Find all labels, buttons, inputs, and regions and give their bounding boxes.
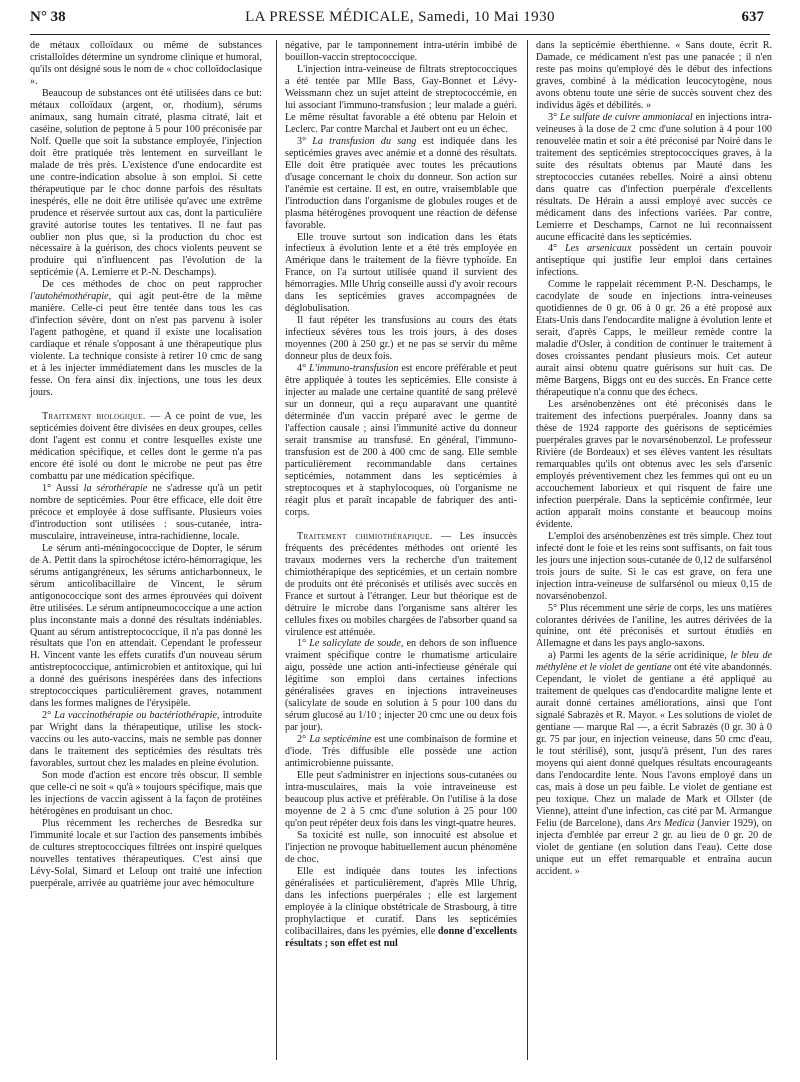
paragraph: 4° L'immuno-transfusion est encore préférable et peut être appliquée à toutes les septicémies. Elle consiste à injecter au malade une certaine quantité de sang prélevé sur un donneur, qui a reçu auparavant une quantité déterminée d'un vaccin préparé avec le germe de l'affection causale ; ainsi l'immunité active du donneur serait transmise au transfusé. En général, l'immuno-transfusion est de 200 à 400 cmc de sang. Elle semble particulièrement recommandable dans certaines septicémies, notamment dans les septicémies à streptocoques et à staphylocoques, où l'organisme ne réagit plus et paraît incapable de fabriquer des anti-corps. <box>285 363 517 518</box>
emphasis: L'immuno-transfusion <box>309 363 399 375</box>
paragraph: Le sérum anti-méningococcique de Dopter, le sérum de A. Pettit dans la spirochétose ictéro-hémorragique, les sérums antigangréneux, les sérums anticharbonneux, le sérum anticolibacillaire de Vincent, le sérum antigonococcique sont des armes éprouvées qui doivent être utilisées. Le sérum antipneumococcique a une action plus inconstante mais a donné des résultats indéniables. Quant au sérum antistreptococcique, il n'a pas donné les résultats que l'on en attendait. Cependant le professeur H. Vincent vante les effets curatifs d'un nouveau sérum antistreptococcique, antimicrobien et antitoxique, qui lui a donné des guérisons inespérées dans des infections streptococciques particulièrement graves, notamment dans les formes malignes de l'érysipèle. <box>30 542 262 710</box>
paragraph: a) Parmi les agents de la série acridinique, le bleu de méthylène et le violet de gentiane ont été vite abandonnés. Cependant, le violet de gentiane a été appliqué au traitement de quelques cas d'endocardite maligne lente et aurait donné certaines améliorations, ainsi que l'ont signalé Sabrazès et R. Mayor. « Les solutions de violet de gentiane — marque Ral —, a écrit Sabrazès (0 gr. 30 à 0 gr. 75 par jour, en injection veineuse, dans 50 cmc d'eau, le tout stérilisé), sont, jusqu'à présent, l'un des rares moyens qui aient donné quelques résultats encourageants dans l'endocardite lente. Nous l'avons employé dans un cas, mais à dose un peu faible. Le violet de gentiane est peu toxique. Chez un malade de Mark et Ollster (de Vienne), atteint d'une infection, cas cité par M. Armangue Feliu (de Barcelone), dans Ars Medica (Janvier 1929), on injecta d'emblée par erreur 2 gr. au lieu de 0 gr. 20 de violet de gentiane (en solution dans l'eau). Cette dose unique eut un effet remarquable et entraîna aucun accident. » <box>536 650 772 877</box>
emphasis: Les arsenicaux <box>565 243 632 255</box>
emphasis: l'autohémothérapie <box>30 291 109 303</box>
paragraph: Sa toxicité est nulle, son innocuité est absolue et l'injection ne provoque habituellement aucun phénomène de choc. <box>285 829 517 865</box>
paragraph: Son mode d'action est encore très obscur. Il semble que celle-ci ne soit « qu'à » toujours spécifique, mais que les injections de vaccin agissent à la façon de protéines hétérogènes en produisant un choc. <box>30 770 262 818</box>
paragraph: Plus récemment les recherches de Besredka sur l'immunité locale et sur l'action des pansements imbibés de cultures streptococciques filtrées ont inspiré quelques nouvelles tentatives thérapeutiques. C'est ainsi que Lévy-Solal, Simard et Leloup ont traité une infection puerpérale, arrivée au quatrième jour avec hémoculture <box>30 818 262 889</box>
paragraph: Beaucoup de substances ont été utilisées dans ce but: métaux colloïdaux (argent, or, rhodium), sérums animaux, sang humain citraté, plasma citraté, lait et caséine, solution de peptone à 5 pour 100 préconisée par Nolf. Quelle que soit la substance employée, l'injection doit être pratiquée très lentement en surveillant le malade de très près. L'existence d'une endocardite est une contre-indication absolue à son emploi. Si cette thérapeutique par le choc donne parfois des résultats inespérés, elle ne doit être utilisée qu'avec une extrême prudence et réservée surtout aux cas, dont la particulière gravité autorise toutes les tentatives. Il ne faut pas oublier non plus que, si la production du choc est nécessaire à la guérison, des chocs violents peuvent se produire qui n'influencent pas l'évolution de la septicémie (A. Lemierre et P.-N. Deschamps). <box>30 87 262 279</box>
column-divider <box>527 40 528 1060</box>
paragraph: 3° Le sulfate de cuivre ammoniacal en injections intra-veineuses à la dose de 2 cmc d'une solution à 4 pour 100 renouvelée matin et soir a été préconisé par Noiré dans le traitement des septicémies streptococciques graves, à la suite des résultats obtenus par Mauté dans les streptococcies cutanées rebelles. Noiré a ainsi obtenu dans quatre cas d'infection puerpérale d'excellents résultats. De Hérain a aussi employé avec succès ce médicament dans des infections variées. Par contre, Lemierre et Deschamps, Carnot ne lui reconnaissent aucune efficacité dans les septicémies. <box>536 111 772 243</box>
paragraph: de métaux colloïdaux ou même de substances cristalloïdes détermine un syndrome clinique et humoral, qu'ils ont désigné sous le nom de « choc colloïdoclasique ». <box>30 40 262 87</box>
emphasis: Ars Medica <box>646 817 695 829</box>
header-rule <box>30 34 770 35</box>
page-header <box>0 0 800 32</box>
paragraph: 5° Plus récemment une série de corps, les uns matières colorantes dérivées de l'aniline, les autres dérivées de la quinine, ont été préconisés et surtout étudiés en Allemagne et dans les pays anglo-saxons. <box>536 602 772 650</box>
paragraph: 2° La vaccinothérapie ou bactériothérapie, introduite par Wright dans la thérapeutique, utilise les stock-vaccins ou les auto-vaccins, mais ne semble pas donner dans le traitement des septicémies des résultats très favorables, surtout chez les malades en pleine évolution. <box>30 710 262 770</box>
journal-title: LA PRESSE MÉDICALE, Samedi, 10 Mai 1930 <box>245 9 555 25</box>
paragraph: 4° Les arsenicaux possèdent un certain pouvoir antiseptique qui justifie leur emploi dans certaines infections. <box>536 243 772 279</box>
emphasis: la sérothérapie <box>83 482 148 494</box>
paragraph: 3° La transfusion du sang est indiquée dans les septicémies graves avec anémie et a donné des résultats. Elle doit être pratiquée avec toutes les précautions d'usage concernant le choix du donneur. Son action sur l'anémie est certaine. Il est, en outre, vraisemblable que l'introduction dans l'organisme de globules rouges et de plasma hétérogènes provoquent une réaction de défense favorable. <box>285 135 517 231</box>
paragraph: Comme le rappelait récemment P.-N. Deschamps, le cacodylate de soude en injections intra-veineuses quotidiennes de 0 gr. 06 à 0 gr. 26 a été proposé aux Etats-Unis dans l'endocardite maligne à évolution lente et serait, d'après Capps, le meilleur remède contre la maladie d'Osler, à condition de continuer le traitement à doses croissantes pendant plusieurs mois. Cet auteur aurait ainsi obtenu quatre guérisons sur huit cas. De même Bargens, Biggs ont eu des succès. En France cette thérapeutique n'a connu que des échecs. <box>536 279 772 399</box>
paragraph: 2° La septicémine est une combinaison de formine et d'iode. Très diffusible elle possède une action antimicrobienne puissante. <box>285 734 517 770</box>
emphasis: La septicémine <box>309 734 372 746</box>
text-column-2 <box>285 40 517 950</box>
section-paragraph: Traitement biologique. — A ce point de vue, les septicémies doivent être divisées en deux groupes, celles dont l'agent est connu et contre lesquelles existe une médication spécifique, et celles dont le germe n'a pas encore été isolé ou dont le microbe ne peut pas être combattu par une médication spécifique. <box>30 411 262 482</box>
emphasis: La vaccinothérapie ou bactériothérapie <box>54 710 217 722</box>
text-column-1 <box>30 40 262 890</box>
paragraph: L'injection intra-veineuse de filtrats streptococciques a été tentée par Mlle Bass, Gay-Bonnet et Lévy-Weissmann chez un sujet atteint de streptococcémie, en lui associant l'immuno-transfusion ; leur malade a guéri. Le même résultat favorable a été obtenu par Heloin et Leclerc. Par contre Marchal et Jaubert ont eu un échec. <box>285 63 517 135</box>
column-divider <box>276 40 277 1060</box>
paragraph: 1° Le salicylate de soude, en dehors de son influence vraiment spécifique contre le rhumatisme articulaire aigu, possède une action anti-infectieuse générale qui légitime son emploi dans certaines infections généralisées graves en injections intraveineuses (salicylate de soude en solution à 5 pour 100 dans du sérum glucosé au 1/10 ; injecter 20 cmc une ou deux fois par jour). <box>285 638 518 734</box>
text-column-3 <box>536 40 772 878</box>
section-heading: Traitement chimiothérapique. <box>297 530 433 542</box>
emphasis: le bleu de méthylène et le violet de gentiane <box>536 650 772 674</box>
emphasis: Le sulfate de cuivre ammoniacal <box>559 111 693 123</box>
paragraph: négative, par le tamponnement intra-utérin imbibé de bouillon-vaccin streptococcique. <box>285 40 517 63</box>
section-paragraph: Traitement chimiothérapique. — Les insuccès fréquents des précédentes méthodes ont orienté les travaux modernes vers la recherche d'un traitement chimiothérapique des septicémies, et un certain nombre de produits ont été préconisés et utilisés avec succès en France et surtout à l'étranger. Leur but théorique est de détruire le microbe dans l'organisme sans altérer les cellules fixes ou mobiles chargées de l'absorber quand sa virulence est atténuée. <box>285 530 517 638</box>
emphasis: Le salicylate de soude <box>309 638 401 650</box>
paragraph: L'emploi des arsénobenzènes est très simple. Chez tout infecté dont le foie et les reins sont suffisants, on fait tous les jours une injection sous-cutanée de 0,12 de sulfarsénol trois jours de suite. Si le cas est grave, on fera une injection intra-veineuse de sulfarsénol ou mieux 0,15 de novarsénobenzol. <box>536 530 772 602</box>
paragraph: De ces méthodes de choc on peut rapprocher l'autohémothérapie, qui agit peut-être de la même manière. Celle-ci peut être tentée dans tous les cas d'infection sévère, dont on n'est pas parvenu à isoler l'agent pathogène, et quand il existe une localisation cardiaque et rénale s'opposant à une thérapeutique plus violente. La technique consiste à retirer 10 cmc de sang et à les injecter immédiatement dans les muscles de la fesse. On fera ainsi dix injections, une tous les deux jours. <box>30 279 262 399</box>
issue-number: N° 38 <box>30 9 66 25</box>
paragraph: Les arsénobenzènes ont été préconisés dans le traitement des infections puerpérales. Joanny dans sa thèse de 1924 rapporte des guérisons de septicémies puerpérales graves par le novarsénobenzol. Le professeur Rivière (de Bordeaux) et ses élèves vantent les résultats remarquables qu'ils ont obtenus avec les sels d'arsenic employés préventivement chez les femmes qui ont eu un accouchement laborieux et qui risquent de faire une infection puerpérale. Dans la septicémie confirmée, leur action apparaît moins constante et beaucoup moins évidente. <box>536 399 772 530</box>
paragraph: Il faut répéter les transfusions au cours des états infectieux sévères tous les trois jours, à des doses moyennes (200 à 250 gr.) et ne pas se servir du même donneur plus de deux fois. <box>285 315 517 363</box>
bold-text: donne d'excellents résultats ; son effet est nul <box>285 925 517 949</box>
section-heading: Traitement biologique. <box>42 411 146 423</box>
paragraph: Elle trouve surtout son indication dans les états infectieux à évolution lente et a été très employée en Amérique dans le traitement de la fièvre typhoïde. En France, on l'a surtout utilisée quand il survient des hémorragies. Mlle Uhrig conseille aussi d'y avoir recours dans les septicémies graves accompagnées de déglobulisation. <box>285 231 517 315</box>
page-folio: 637 <box>741 9 764 25</box>
paragraph: 1° Aussi la sérothérapie ne s'adresse qu'à un petit nombre de septicémies. Pour être efficace, elle doit être précoce et employée à dose suffisante. Plusieurs voies d'introduction sont utilisées : sous-cutanée, intra-musculaire, intraveineuse, intra-rachidienne, locale. <box>30 482 262 542</box>
paragraph: Elle est indiquée dans toutes les infections généralisées et particulièrement, d'après Mlle Uhrig, dans les infections puerpérales ; elle est largement employée à la clinique obstétricale de Strasbourg, à titre prophylactique et curatif. Dans les septicémies colibacillaires, dans les pyémies, elle donne d'excellents résultats ; son effet est nul <box>285 865 517 949</box>
paragraph: Elle peut s'administrer en injections sous-cutanées ou intra-musculaires, mais la voie intraveineuse est beaucoup plus active et préférable. On l'utilise à la dose moyenne de 2 à 5 cmc d'une solution à 25 pour 100 qu'on peut répéter deux fois dans les vingt-quatre heures. <box>285 770 517 829</box>
emphasis: La transfusion du sang <box>312 135 417 147</box>
paragraph: dans la septicémie éberthienne. « Sans doute, écrit R. Damade, ce médicament n'est pas une panacée ; il n'en reste pas moins qu'employé dès le début des infections graves, combiné à la médication leucocytogène, nous avons obtenu toute une série de succès souvent chez des individus âgés et débilités. » <box>536 40 772 111</box>
